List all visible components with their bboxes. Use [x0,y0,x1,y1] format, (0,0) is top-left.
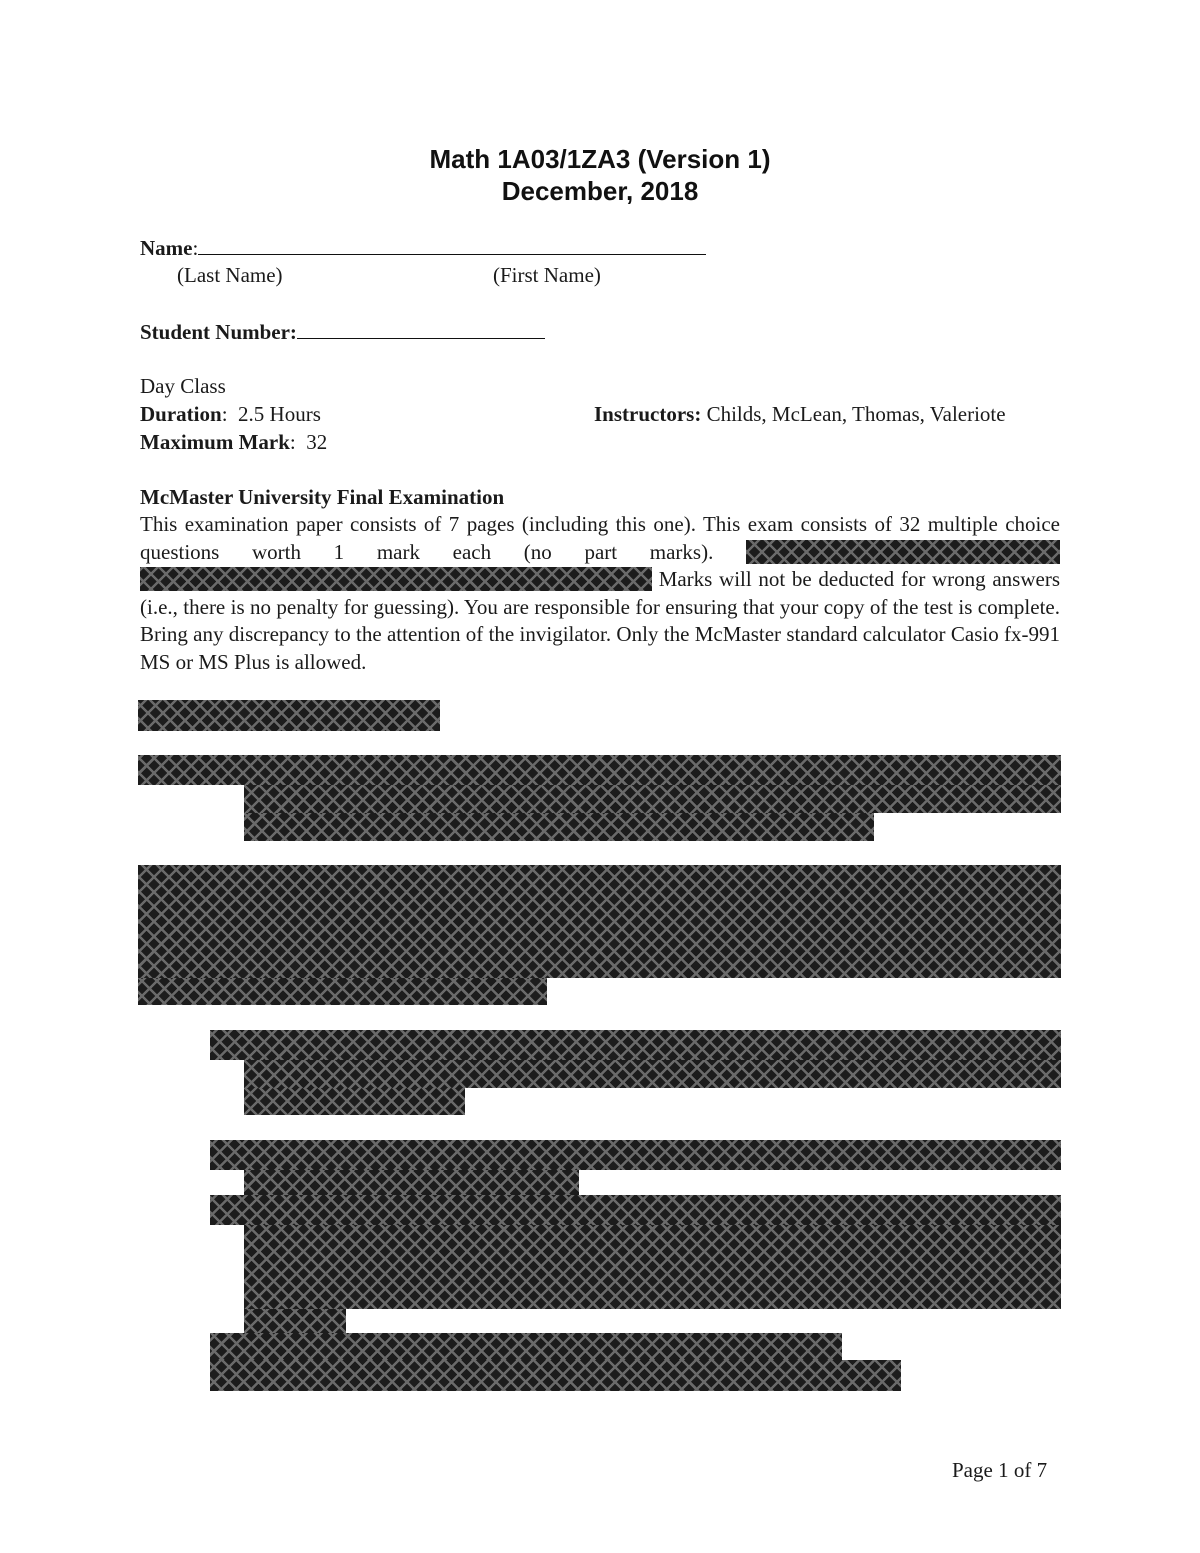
exam-title: Math 1A03/1ZA3 (Version 1) [429,144,771,174]
name-line[interactable] [198,236,706,255]
instructors-label: Instructors: [594,402,702,426]
class-type: Day Class [140,374,226,398]
first-name-hint: (First Name) [493,263,601,287]
instructions-part1: This examination paper consists of 7 pages (including this one). This exam consists of 32 multiple choice questions worth 1 mark each (no part marks). [140,512,1060,564]
redacted-block [138,865,1061,978]
redacted-block [244,1309,346,1333]
redacted-block [138,700,440,731]
name-label: Name [140,236,193,260]
redacted-block [244,785,1061,813]
student-number-label: Student Number: [140,320,297,344]
student-number-line[interactable] [297,320,545,339]
exam-date: December, 2018 [501,176,699,206]
redacted-block [244,1060,1061,1088]
page-number: Page 1 of 7 [952,1458,1048,1482]
instructions-part2: Marks will not be deducted for wrong answers (i.e., there is no penalty for guessing). You are responsible for ensuring that your copy of the test is complete. Bring any discrepancy to the attention of the invigilator. Only the McMaster standard calculator Casio fx-991 MS or MS Plus is allowed. [140,567,1061,674]
redacted-block [138,978,547,1005]
redacted-block [210,1140,1061,1170]
redacted-block [244,813,874,841]
redacted-block [244,1088,465,1115]
redacted-block [244,1225,1061,1309]
duration-value: 2.5 Hours [238,402,321,426]
duration-label: Duration [140,402,222,426]
redacted-block [138,755,1061,785]
instructors [594,402,1006,427]
student-number-field[interactable] [140,320,545,345]
redacted-block [244,1170,579,1195]
redacted-block [210,1030,1061,1060]
max-mark-value: 32 [306,430,328,454]
max-mark-label: Maximum Mark [140,430,290,454]
duration: Duration: 2.5 Hours [140,402,321,426]
redacted-inline-1 [746,540,1060,564]
redacted-block [210,1333,842,1360]
name-field[interactable]: Name: [140,236,706,261]
instructors-value: Childs, McLean, Thomas, Valeriote [706,402,1006,426]
exam-instructions [140,511,1060,676]
max-mark: Maximum Mark: 32 [140,430,328,454]
exam-heading: McMaster University Final Examination [140,485,505,509]
last-name-hint: (Last Name) [177,263,283,287]
redacted-block [210,1195,1061,1225]
redacted-inline-2 [140,567,652,591]
redacted-block [210,1360,901,1391]
